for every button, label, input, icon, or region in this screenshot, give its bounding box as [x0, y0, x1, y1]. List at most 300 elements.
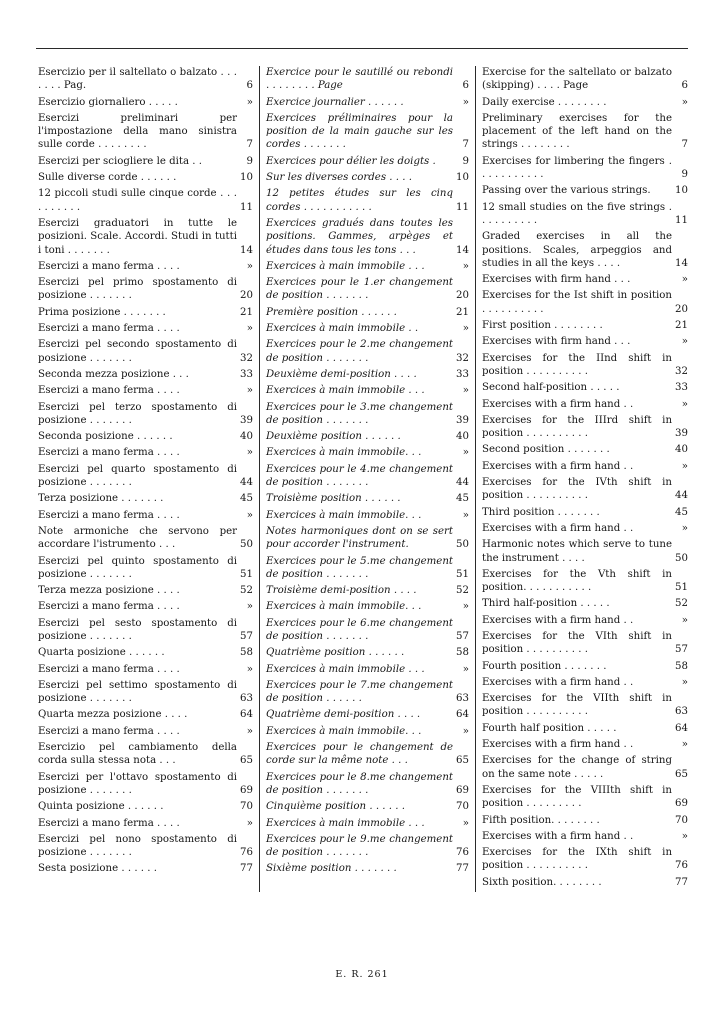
- entry-page-number: 76: [675, 860, 688, 872]
- toc-entry: [38, 525, 253, 552]
- entry-page-number: 7: [246, 139, 253, 151]
- toc-entry: [266, 679, 469, 706]
- entry-page-number: 45: [240, 493, 253, 505]
- toc-entry: [482, 319, 688, 332]
- entry-page-number: 6: [246, 80, 253, 92]
- entry-title: Exercices à main immobile. . .: [266, 447, 422, 459]
- entry-title: Quarta posizione . . . . . .: [38, 647, 165, 659]
- entry-title: Quatrième position . . . . . .: [266, 647, 405, 659]
- french-column: [259, 66, 475, 892]
- entry-page-number: 33: [675, 382, 688, 394]
- entry-page-number: 51: [675, 582, 688, 594]
- entry-page-number: 14: [675, 257, 688, 269]
- entry-page-number: »: [462, 509, 469, 521]
- entry-page-number: »: [246, 509, 253, 521]
- toc-entry: [38, 646, 253, 659]
- entry-page-number: »: [246, 817, 253, 829]
- entry-title: Esercizi a mano ferma . . . .: [38, 663, 180, 675]
- entry-title: Exercises with firm hand . . .: [482, 274, 631, 286]
- entry-page-number: 10: [456, 172, 469, 184]
- entry-title: Exercices pour délier les doigts .: [266, 155, 436, 167]
- entry-title: Esercizi pel sesto spostamento di posizione . . . . . . .: [38, 617, 237, 642]
- toc-entry: [266, 306, 469, 319]
- entry-title: Esercizi a mano ferma . . . .: [38, 385, 180, 397]
- entry-title: Sixième position . . . . . . .: [266, 863, 397, 875]
- toc-entry: [266, 446, 469, 459]
- entry-title: Exercises for the IInd shift in position . . . . . . . . . .: [482, 352, 672, 377]
- toc-entry: [482, 155, 688, 182]
- entry-title: Esercizio giornaliero . . . . .: [38, 96, 178, 108]
- entry-page-number: 65: [456, 755, 469, 767]
- toc-entry: [38, 555, 253, 582]
- entry-page-number: 21: [675, 320, 688, 332]
- entry-title: Exercices gradués dans toutes les positions. Gammes, arpèges et études dans tous les tons . . .: [266, 217, 453, 256]
- entry-title: Exercices à main immobile . .: [266, 323, 419, 335]
- toc-entry: [38, 260, 253, 273]
- toc-entry: [482, 597, 688, 610]
- entry-page-number: 58: [675, 660, 688, 672]
- page-footer: E. R. 261: [335, 969, 389, 980]
- entry-page-number: »: [462, 663, 469, 675]
- entry-page-number: »: [462, 96, 469, 108]
- entry-page-number: 14: [456, 244, 469, 256]
- toc-entry: [482, 846, 688, 873]
- toc-entry: [266, 96, 469, 109]
- entry-title: Exercices pour le 9.me changement de position . . . . . . .: [266, 833, 453, 859]
- entry-page-number: 50: [240, 539, 253, 551]
- toc-entry: [38, 384, 253, 397]
- toc-entry: [482, 830, 688, 843]
- entry-page-number: 63: [675, 706, 688, 718]
- entry-title: Exercises with a firm hand . .: [482, 460, 634, 472]
- entry-page-number: 40: [456, 431, 469, 443]
- entry-page-number: 63: [456, 693, 469, 705]
- entry-title: Exercice pour le sautillé ou rebondi . . . . . . . . Page: [266, 67, 453, 92]
- entry-title: Esercizi a mano ferma . . . .: [38, 601, 180, 613]
- entry-title: Exercices pour le changement de corde sur la même note . . .: [266, 742, 453, 767]
- entry-page-number: 44: [675, 490, 688, 502]
- entry-page-number: »: [681, 398, 688, 410]
- toc-entry: [266, 509, 469, 522]
- toc-entry: [266, 708, 469, 721]
- entry-title: Exercices pour le 6.me changement de position . . . . . . .: [266, 617, 453, 642]
- entry-page-number: 32: [240, 352, 253, 364]
- entry-title: Third position . . . . . . .: [482, 506, 600, 518]
- entry-page-number: 52: [675, 598, 688, 610]
- toc-entry: [482, 692, 688, 719]
- entry-title: Esercizi a mano ferma . . . .: [38, 725, 180, 737]
- toc-entry: [482, 614, 688, 627]
- toc-entry: [482, 814, 688, 827]
- entry-title: Esercizi pel primo spostamento di posizione . . . . . . .: [38, 277, 237, 302]
- toc-entry: [266, 771, 469, 798]
- entry-title: Exercises for the Ist shift in position . . . . . . . . . .: [482, 290, 672, 315]
- entry-page-number: »: [246, 96, 253, 108]
- toc-entry: [266, 187, 469, 214]
- entry-title: Exercises for the IXth shift in position . . . . . . . . . .: [482, 847, 672, 872]
- entry-page-number: 9: [681, 169, 688, 181]
- toc-entry: [266, 155, 469, 168]
- toc-entry: [38, 112, 253, 152]
- toc-entry: [38, 663, 253, 676]
- toc-entry: [266, 725, 469, 738]
- entry-page-number: 14: [240, 244, 253, 256]
- entry-title: Esercizio per il saltellato o balzato . . . . . . . Pag.: [38, 67, 237, 92]
- toc-entry: [266, 401, 469, 428]
- entry-page-number: 39: [240, 414, 253, 426]
- entry-page-number: 44: [456, 477, 469, 489]
- toc-entry: [482, 289, 688, 316]
- entry-title: Exercices pour le 5.me changement de position . . . . . . .: [266, 555, 453, 580]
- entry-page-number: 63: [240, 693, 253, 705]
- entry-page-number: 69: [456, 784, 469, 796]
- toc-entry: [266, 800, 469, 813]
- entry-page-number: »: [462, 447, 469, 459]
- entry-page-number: »: [462, 601, 469, 613]
- entry-page-number: 51: [240, 568, 253, 580]
- entry-page-number: 64: [456, 709, 469, 721]
- toc-entry: [38, 155, 253, 168]
- entry-title: 12 small studies on the five strings . . . . . . . . . .: [482, 201, 672, 226]
- entry-title: Harmonic notes which serve to tune the instrument . . . .: [482, 539, 672, 564]
- toc-entry: [482, 660, 688, 673]
- entry-page-number: 9: [246, 155, 253, 167]
- entry-title: Exercices à main immobile . . .: [266, 663, 425, 675]
- entry-title: Quatrième demi-position . . . .: [266, 709, 421, 721]
- entry-page-number: 70: [675, 814, 688, 826]
- entry-title: Exercises with a firm hand . .: [482, 398, 634, 410]
- entry-title: Exercice journalier . . . . . .: [266, 96, 404, 108]
- entry-page-number: 64: [240, 709, 253, 721]
- entry-page-number: 70: [240, 801, 253, 813]
- entry-title: Deuxième position . . . . . .: [266, 431, 401, 443]
- entry-page-number: 65: [240, 755, 253, 767]
- entry-title: Fourth half position . . . . .: [482, 722, 617, 734]
- entry-title: Esercizi a mano ferma . . . .: [38, 260, 180, 272]
- entry-title: Graded exercises in all the positions. Scales, arpeggios and studies in all the keys . . . .: [482, 231, 672, 269]
- toc-entry: [38, 679, 253, 706]
- toc-entry: [38, 725, 253, 738]
- entry-title: Exercices à main immobile . . .: [266, 260, 425, 272]
- toc-entry: [38, 463, 253, 490]
- entry-page-number: »: [681, 96, 688, 108]
- toc-entry: [266, 322, 469, 335]
- entry-page-number: 58: [456, 647, 469, 659]
- entry-page-number: 77: [675, 876, 688, 888]
- toc-entry: [38, 492, 253, 505]
- entry-title: Quinta posizione . . . . . .: [38, 801, 164, 813]
- toc-entry: [38, 509, 253, 522]
- entry-title: Exercices pour le 8.me changement de position . . . . . . .: [266, 771, 453, 796]
- entry-page-number: 7: [681, 139, 688, 151]
- toc-entry: [482, 460, 688, 473]
- toc-entry: [38, 800, 253, 813]
- entry-title: Exercise for the saltellato or balzato (skipping) . . . . Page: [482, 67, 672, 92]
- toc-entry: [266, 646, 469, 659]
- entry-title: Exercices à main immobile . . .: [266, 817, 425, 829]
- entry-title: Esercizi a mano ferma . . . .: [38, 323, 180, 335]
- toc-entry: [482, 876, 688, 889]
- entry-page-number: 69: [240, 784, 253, 796]
- entry-page-number: 50: [675, 552, 688, 564]
- toc-entry: [38, 741, 253, 768]
- toc-entry: [482, 506, 688, 519]
- entry-page-number: 10: [240, 172, 253, 184]
- entry-title: Second half-position . . . . .: [482, 382, 620, 394]
- entry-title: Sulle diverse corde . . . . . .: [38, 172, 177, 184]
- entry-page-number: 39: [456, 414, 469, 426]
- entry-title: Esercizi pel settimo spostamento di posizione . . . . . . .: [38, 679, 237, 705]
- toc-entry: [482, 522, 688, 535]
- entry-page-number: 40: [675, 444, 688, 456]
- entry-page-number: »: [246, 447, 253, 459]
- entry-title: Exercices pour le 2.me changement de position . . . . . . .: [266, 339, 453, 364]
- entry-title: Esercizi pel secondo spostamento di posizione . . . . . . .: [38, 339, 237, 364]
- entry-title: Exercices pour le 4.me changement de position . . . . . . .: [266, 463, 453, 489]
- toc-entry: [266, 600, 469, 613]
- entry-title: Esercizi pel nono spostamento di posizione . . . . . . .: [38, 833, 237, 859]
- toc-entry: [482, 722, 688, 735]
- entry-title: Exercises for the IIIrd shift in position . . . . . . . . . .: [482, 414, 672, 440]
- toc-entry: [482, 66, 688, 93]
- entry-title: Esercizi preliminari per l'impostazione della mano sinistra sulle corde . . . . . . . .: [38, 112, 237, 151]
- entry-title: Seconda posizione . . . . . .: [38, 431, 173, 443]
- entry-page-number: »: [681, 830, 688, 842]
- entry-page-number: 6: [681, 80, 688, 92]
- entry-page-number: »: [246, 725, 253, 737]
- toc-entry: [266, 584, 469, 597]
- entry-page-number: »: [246, 260, 253, 272]
- entry-title: Preliminary exercises for the placement of the left hand on the strings . . . . . . . .: [482, 112, 672, 151]
- entry-page-number: 11: [456, 201, 469, 213]
- entry-title: Second position . . . . . . .: [482, 444, 610, 456]
- entry-title: Exercises for the VIIIth shift in position . . . . . . . . .: [482, 784, 672, 810]
- entry-title: Esercizi pel terzo spostamento di posizione . . . . . . .: [38, 401, 237, 426]
- toc-entry: [266, 368, 469, 381]
- toc-entry: [482, 784, 688, 811]
- entry-title: Troisième position . . . . . .: [266, 493, 401, 505]
- entry-title: Notes harmoniques dont on se sert pour accorder l'instrument.: [266, 525, 453, 551]
- entry-title: Deuxième demi-position . . . .: [266, 368, 417, 380]
- entry-page-number: 45: [456, 493, 469, 505]
- entry-page-number: 39: [675, 428, 688, 440]
- entry-page-number: »: [462, 260, 469, 272]
- entry-title: Exercises with firm hand . . .: [482, 336, 631, 348]
- entry-title: Fourth position . . . . . . .: [482, 660, 607, 672]
- entry-title: Esercizi a mano ferma . . . .: [38, 447, 180, 459]
- entry-page-number: 45: [675, 506, 688, 518]
- entry-title: First position . . . . . . . .: [482, 320, 603, 332]
- entry-page-number: 6: [462, 80, 469, 92]
- toc-entry: [38, 708, 253, 721]
- toc-entry: [266, 260, 469, 273]
- toc-entry: [482, 443, 688, 456]
- entry-page-number: »: [681, 739, 688, 751]
- entry-title: Exercices pour le 3.me changement de position . . . . . . .: [266, 401, 453, 426]
- toc-entry: [482, 754, 688, 781]
- entry-title: Exercises for the Vth shift in position. . . . . . . . . . .: [482, 568, 672, 594]
- toc-entry: [482, 230, 688, 270]
- toc-entry: [266, 430, 469, 443]
- toc-entry: [266, 617, 469, 644]
- toc-entry: [266, 492, 469, 505]
- entry-title: Passing over the various strings.: [482, 185, 651, 197]
- entry-page-number: 52: [456, 585, 469, 597]
- toc-entry: [482, 738, 688, 751]
- entry-page-number: »: [246, 323, 253, 335]
- entry-page-number: 57: [675, 644, 688, 656]
- toc-entry: [482, 273, 688, 286]
- entry-page-number: 7: [462, 139, 469, 151]
- entry-page-number: 21: [456, 306, 469, 318]
- entry-title: Cinquième position . . . . . .: [266, 801, 405, 813]
- entry-page-number: 58: [240, 647, 253, 659]
- entry-page-number: 40: [240, 431, 253, 443]
- toc-entry: [38, 771, 253, 798]
- entry-page-number: 20: [675, 303, 688, 315]
- entry-title: Fifth position. . . . . . . .: [482, 814, 600, 826]
- toc-entry: [482, 476, 688, 503]
- entry-title: Esercizi pel quinto spostamento di posizione . . . . . . .: [38, 555, 237, 580]
- toc-entry: [38, 217, 253, 257]
- entry-title: Sixth position. . . . . . . .: [482, 876, 602, 888]
- toc-entry: [266, 663, 469, 676]
- entry-title: Exercices préliminaires pour la position de la main gauche sur les cordes . . . . . . .: [266, 112, 453, 151]
- toc-entry: [38, 322, 253, 335]
- entry-title: Première position . . . . . .: [266, 306, 397, 318]
- toc-entry: [38, 171, 253, 184]
- toc-entry: [266, 741, 469, 768]
- italian-column: [38, 66, 259, 892]
- entry-title: Prima posizione . . . . . . .: [38, 306, 166, 318]
- entry-title: Exercices à main immobile. . .: [266, 509, 422, 521]
- top-rule: [36, 48, 688, 49]
- english-column: [475, 66, 688, 892]
- entry-title: Terza mezza posizione . . . .: [38, 585, 180, 597]
- entry-page-number: 77: [240, 863, 253, 875]
- entry-title: 12 piccoli studi sulle cinque corde . . . . . . . . . .: [38, 188, 237, 213]
- entry-page-number: 77: [456, 863, 469, 875]
- toc-entry: [266, 66, 469, 93]
- toc-entry: [38, 96, 253, 109]
- entry-title: Sur les diverses cordes . . . .: [266, 172, 412, 184]
- toc-entry: [266, 217, 469, 257]
- entry-title: Exercices pour le 1.er changement de position . . . . . . .: [266, 277, 453, 302]
- entry-title: Esercizi per l'ottavo spostamento di posizione . . . . . . .: [38, 771, 237, 796]
- toc-entry: [266, 338, 469, 365]
- entry-title: Exercises with a firm hand . .: [482, 522, 634, 534]
- entry-title: Exercises for the change of string on the same note . . . . .: [482, 755, 672, 780]
- toc-entry: [482, 568, 688, 595]
- entry-page-number: 70: [456, 801, 469, 813]
- entry-page-number: 20: [240, 290, 253, 302]
- entry-page-number: »: [681, 522, 688, 534]
- toc-entry: [266, 833, 469, 860]
- entry-title: Quarta mezza posizione . . . .: [38, 709, 188, 721]
- toc-entry: [38, 833, 253, 860]
- entry-title: Esercizi a mano ferma . . . .: [38, 509, 180, 521]
- entry-page-number: 57: [456, 630, 469, 642]
- entry-title: Exercises with a firm hand . .: [482, 614, 634, 626]
- toc-entry: [482, 335, 688, 348]
- toc-entry: [482, 112, 688, 152]
- entry-title: Esercizi per sciogliere le dita . .: [38, 155, 203, 167]
- entry-title: Exercises for limbering the fingers . . . . . . . . . . .: [482, 155, 672, 181]
- toc-entry: [38, 584, 253, 597]
- entry-page-number: »: [246, 385, 253, 397]
- entry-page-number: »: [462, 385, 469, 397]
- entry-page-number: 11: [675, 214, 688, 226]
- toc-entry: [266, 384, 469, 397]
- toc-entry: [482, 352, 688, 379]
- toc-entry: [38, 446, 253, 459]
- toc-entry: [266, 171, 469, 184]
- entry-title: Exercises with a firm hand . .: [482, 676, 634, 688]
- entry-title: Esercizi a mano ferma . . . .: [38, 817, 180, 829]
- toc-entry: [482, 184, 688, 197]
- entry-page-number: 32: [675, 365, 688, 377]
- entry-page-number: 20: [456, 290, 469, 302]
- toc-entry: [38, 817, 253, 830]
- entry-page-number: »: [462, 323, 469, 335]
- entry-page-number: 21: [240, 306, 253, 318]
- entry-page-number: 65: [675, 768, 688, 780]
- entry-page-number: »: [246, 601, 253, 613]
- toc-entry: [482, 96, 688, 109]
- entry-title: Esercizio pel cambiamento della corda sulla stessa nota . . .: [38, 742, 237, 767]
- entry-title: Exercises for the VIIth shift in position . . . . . . . . . .: [482, 693, 672, 718]
- entry-page-number: 44: [240, 477, 253, 489]
- toc-entry: [482, 381, 688, 394]
- entry-title: Troisième demi-position . . . .: [266, 585, 417, 597]
- entry-title: Exercises for the IVth shift in position . . . . . . . . . .: [482, 477, 672, 502]
- entry-page-number: »: [681, 676, 688, 688]
- toc-entry: [38, 401, 253, 428]
- toc-entry: [38, 600, 253, 613]
- entry-page-number: 33: [240, 368, 253, 380]
- entry-page-number: 52: [240, 585, 253, 597]
- entry-title: Exercices à main immobile. . .: [266, 725, 422, 737]
- entry-title: Esercizi graduatori in tutte le posizioni. Scale. Accordi. Studi in tutti i toni . . . . . . .: [38, 217, 237, 256]
- entry-title: Terza posizione . . . . . . .: [38, 493, 164, 505]
- entry-page-number: 51: [456, 568, 469, 580]
- entry-title: Daily exercise . . . . . . . .: [482, 96, 607, 108]
- entry-page-number: 64: [675, 722, 688, 734]
- entry-page-number: 32: [456, 352, 469, 364]
- entry-title: Exercices à main immobile. . .: [266, 601, 422, 613]
- toc-entry: [38, 617, 253, 644]
- toc-entry: [38, 187, 253, 214]
- entry-title: Exercises with a firm hand . .: [482, 739, 634, 751]
- entry-page-number: »: [681, 460, 688, 472]
- entry-title: 12 petites études sur les cinq cordes . . . . . . . . . . .: [266, 188, 453, 213]
- entry-title: Exercises with a firm hand . .: [482, 830, 634, 842]
- toc-entry: [38, 430, 253, 443]
- toc-entry: [38, 862, 253, 875]
- entry-page-number: »: [462, 725, 469, 737]
- toc-entry: [38, 276, 253, 303]
- toc-entry: [38, 338, 253, 365]
- toc-entry: [482, 201, 688, 228]
- entry-page-number: 76: [456, 847, 469, 859]
- entry-title: Exercises for the VIth shift in position . . . . . . . . . .: [482, 630, 672, 656]
- entry-page-number: 76: [240, 847, 253, 859]
- entry-page-number: 57: [240, 630, 253, 642]
- toc-entry: [266, 463, 469, 490]
- toc-entry: [482, 676, 688, 689]
- toc-entry: [266, 862, 469, 875]
- entry-page-number: 9: [462, 155, 469, 167]
